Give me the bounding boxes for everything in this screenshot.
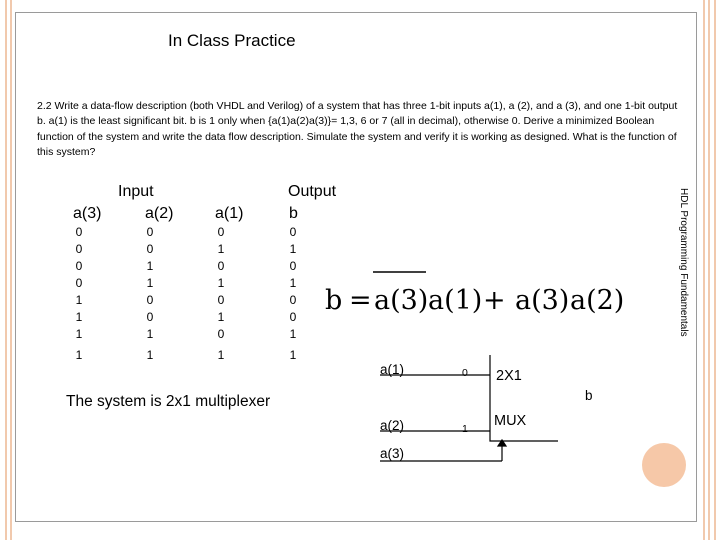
decor-dot bbox=[642, 443, 686, 487]
mux-select-label: a(3) bbox=[380, 446, 405, 461]
side-label: HDL Programming Fundamentals bbox=[678, 188, 689, 337]
truth-cell-b: 1 bbox=[289, 327, 297, 341]
truth-cell-a1: 0 bbox=[217, 327, 225, 341]
equation-term1-a1: a(1) bbox=[428, 285, 483, 316]
mux-input-1-label: a(2) bbox=[380, 418, 405, 433]
truth-cell-a2: 1 bbox=[146, 259, 154, 273]
column-header-b: b bbox=[289, 205, 298, 222]
truth-cell-a1: 1 bbox=[217, 348, 225, 362]
truth-cell-b: 0 bbox=[289, 259, 297, 273]
output-group-header: Output bbox=[288, 183, 337, 200]
truth-cell-a3: 0 bbox=[75, 276, 83, 290]
truth-cell-a3: 1 bbox=[75, 327, 83, 341]
mux-sel0-label: 0 bbox=[462, 367, 468, 379]
mux-sel1-label: 1 bbox=[462, 423, 468, 435]
column-header-a3: a(3) bbox=[73, 205, 102, 222]
truth-cell-a3: 1 bbox=[75, 293, 83, 307]
truth-cell-a1: 1 bbox=[217, 310, 225, 324]
problem-statement: 2.2 Write a data-flow description (both VHDL and Verilog) of a system that has three 1-bit inputs a(1), a (2), and a (3), and one 1-bit output b. a(1) is the least significant bit. b is 1 only when {a(1)a(2)a(3)}= 1,3, 6 or 7 (all in decimal), otherwise 0. Derive a minimized Boolean function of the system and write the data flow description. Simulate the system and verify it is working as designed. What is the function of this system? bbox=[37, 100, 678, 158]
truth-cell-a3: 1 bbox=[75, 348, 83, 362]
truth-cell-a2: 0 bbox=[146, 310, 154, 324]
equation-term1-a3bar: a(3) bbox=[374, 285, 429, 316]
truth-cell-a2: 1 bbox=[146, 327, 154, 341]
truth-cell-a2: 0 bbox=[146, 225, 154, 239]
mux-diagram bbox=[380, 355, 558, 461]
truth-cell-a1: 0 bbox=[217, 293, 225, 307]
truth-cell-b: 1 bbox=[289, 276, 297, 290]
equation-lhs: b bbox=[325, 285, 343, 316]
truth-cell-a3: 1 bbox=[75, 310, 83, 324]
truth-cell-a2: 1 bbox=[146, 348, 154, 362]
truth-cell-b: 1 bbox=[289, 242, 297, 256]
truth-cell-a3: 0 bbox=[75, 242, 83, 256]
mux-input-0-label: a(1) bbox=[380, 362, 405, 377]
equation-term2-a3: a(3) bbox=[515, 285, 570, 316]
input-group-header: Input bbox=[118, 183, 154, 200]
conclusion-text: The system is 2x1 multiplexer bbox=[66, 393, 271, 410]
truth-cell-a1: 0 bbox=[217, 259, 225, 273]
truth-cell-a3: 0 bbox=[75, 225, 83, 239]
equation-plus: + bbox=[483, 285, 506, 316]
truth-cell-b: 0 bbox=[289, 293, 297, 307]
truth-cell-a2: 1 bbox=[146, 276, 154, 290]
truth-cell-a1: 1 bbox=[217, 242, 225, 256]
column-header-a2: a(2) bbox=[145, 205, 174, 222]
truth-cell-b: 1 bbox=[289, 348, 297, 362]
mux-label-2x1: 2X1 bbox=[496, 368, 522, 384]
slide-title: In Class Practice bbox=[168, 31, 296, 50]
equation-term2-a2: a(2) bbox=[570, 285, 625, 316]
equation-equals: = bbox=[349, 285, 372, 316]
truth-cell-b: 0 bbox=[289, 225, 297, 239]
truth-cell-a2: 0 bbox=[146, 293, 154, 307]
mux-label-mux: MUX bbox=[494, 413, 527, 429]
column-header-a1: a(1) bbox=[215, 205, 244, 222]
truth-cell-a3: 0 bbox=[75, 259, 83, 273]
truth-cell-a1: 1 bbox=[217, 276, 225, 290]
truth-cell-b: 0 bbox=[289, 310, 297, 324]
truth-cell-a1: 0 bbox=[217, 225, 225, 239]
mux-output-label: b bbox=[585, 388, 593, 403]
truth-cell-a2: 0 bbox=[146, 242, 154, 256]
